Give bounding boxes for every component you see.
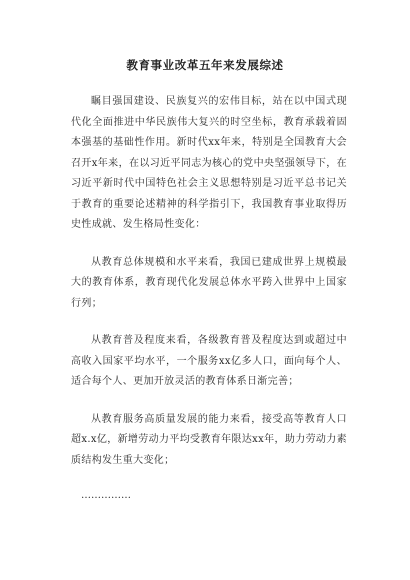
paragraph-service-capacity: 从教育服务高质量发展的能力来看，接受高等教育人口超x.x亿，新增劳动力平均受教育年限达xx年，助力劳动力素质结构发生重大变化；	[71, 413, 347, 466]
document-title: 教育事业改革五年来发展综述	[126, 58, 284, 72]
document-body	[71, 92, 347, 504]
ellipsis: ……………	[81, 490, 131, 501]
paragraph-intro: 瞩目强国建设、民族复兴的宏伟目标，站在以中国式现代化全面推进中华民族伟大复兴的时空坐标，教育承载着固本强基的基础性作用。新时代xx年来，特别是全国教育大会召开x年来，在以习近平同志为核心的党中央坚强领导下，在习近平新时代中国特色社会主义思想特别是习近平总书记关于教育的重要论述精神的科学指引下，我国教育事业取得历史性成就、发生格局性变化：	[71, 96, 347, 230]
paragraph-popularization: 从教育普及程度来看，各级教育普及程度达到或超过中高收入国家平均水平，一个服务xx亿多人口，面向每个人、适合每个人、更加开放灵活的教育体系日渐完善；	[71, 335, 347, 387]
paragraph-scale: 从教育总体规模和水平来看，我国已建成世界上规模最大的教育体系，教育现代化发展总体水平跨入世界中上国家行列；	[71, 256, 347, 309]
